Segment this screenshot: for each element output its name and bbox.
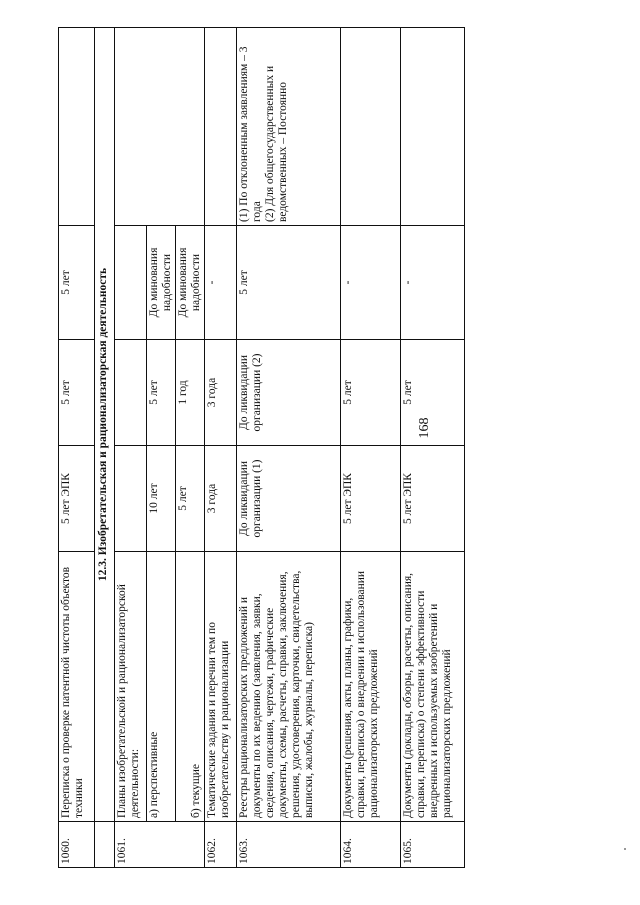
empty-cell <box>115 226 147 340</box>
row-number: 1064. <box>341 822 401 868</box>
retention-period-1: 5 лет ЭПК <box>341 446 401 552</box>
records-table <box>58 27 465 868</box>
retention-period-1: 10 лет <box>147 446 176 552</box>
retention-period-2: 5 лет <box>401 340 465 446</box>
table-row <box>237 28 341 868</box>
retention-period-3: 5 лет <box>237 226 341 340</box>
row-title: Документы (решения, акты, планы, графики, справки, переписка) о внедрении и использовании рационализаторских предложений <box>341 552 401 822</box>
row-number: 1061. <box>115 822 205 868</box>
retention-period-1: 3 года <box>205 446 237 552</box>
table-row <box>401 28 465 868</box>
retention-period-1: До ликвидации организации (1) <box>237 446 341 552</box>
retention-period-3: 5 лет <box>59 226 95 340</box>
rotated-table-container <box>58 28 462 868</box>
section-header-row <box>95 28 115 868</box>
subrow-label: а) перспективные <box>147 552 176 822</box>
retention-period-3: - <box>205 226 237 340</box>
empty-cell <box>115 446 147 552</box>
row-title: Реестры рационализаторских предложений и документы по их ведению (заявления, заявки, сведения, описания, чертежи, графические документы, схемы, расчеты, справки, заключения, решения, удостоверения, карточки, свидетельства, выписки, жалобы, журналы, переписка) <box>237 552 341 822</box>
table-row <box>59 28 95 868</box>
table-row <box>341 28 401 868</box>
retention-period-2: 5 лет <box>59 340 95 446</box>
row-note <box>115 28 205 226</box>
retention-period-1: 5 лет ЭПК <box>401 446 465 552</box>
retention-period-2: 5 лет <box>147 340 176 446</box>
retention-period-3: До минования надобности <box>147 226 176 340</box>
row-note <box>205 28 237 226</box>
row-note <box>401 28 465 226</box>
empty-cell <box>115 340 147 446</box>
row-number: 1065. <box>401 822 465 868</box>
row-number: 1063. <box>237 822 341 868</box>
scan-speck <box>624 848 626 850</box>
row-number: 1060. <box>59 822 95 868</box>
row-number: 1062. <box>205 822 237 868</box>
subrow-label: б) текущие <box>176 552 205 822</box>
retention-period-3: - <box>401 226 465 340</box>
row-title: Планы изобретательской и рационализаторской деятельности: <box>115 552 147 822</box>
retention-period-2: До ликвидации организации (2) <box>237 340 341 446</box>
retention-period-3: - <box>341 226 401 340</box>
row-title: Переписка о проверке патентной чистоты объектов техники <box>59 552 95 822</box>
row-title: Тематические задания и перечни тем по изобретательству и рационализации <box>205 552 237 822</box>
section-spacer <box>95 822 115 868</box>
section-title: 12.3. Изобретательская и рационализаторская деятельность <box>95 28 115 822</box>
row-note <box>59 28 95 226</box>
retention-period-2: 5 лет <box>341 340 401 446</box>
retention-period-1: 5 лет <box>176 446 205 552</box>
row-title: Документы (доклады, обзоры, расчеты, описания, справки, переписка) о степени эффективности внедренных и используемых изобретений и рационализаторских предложений <box>401 552 465 822</box>
table-row <box>205 28 237 868</box>
retention-period-2: 3 года <box>205 340 237 446</box>
retention-period-2: 1 год <box>176 340 205 446</box>
table-row <box>115 28 147 868</box>
row-note: (1) По отклоненным заявлениям – 3 года (2) Для общегосударственных и ведомственных – Постоянно <box>237 28 341 226</box>
retention-period-1: 5 лет ЭПК <box>59 446 95 552</box>
retention-period-3: До минования надобности <box>176 226 205 340</box>
page-number: 168 <box>417 417 432 439</box>
row-note <box>341 28 401 226</box>
